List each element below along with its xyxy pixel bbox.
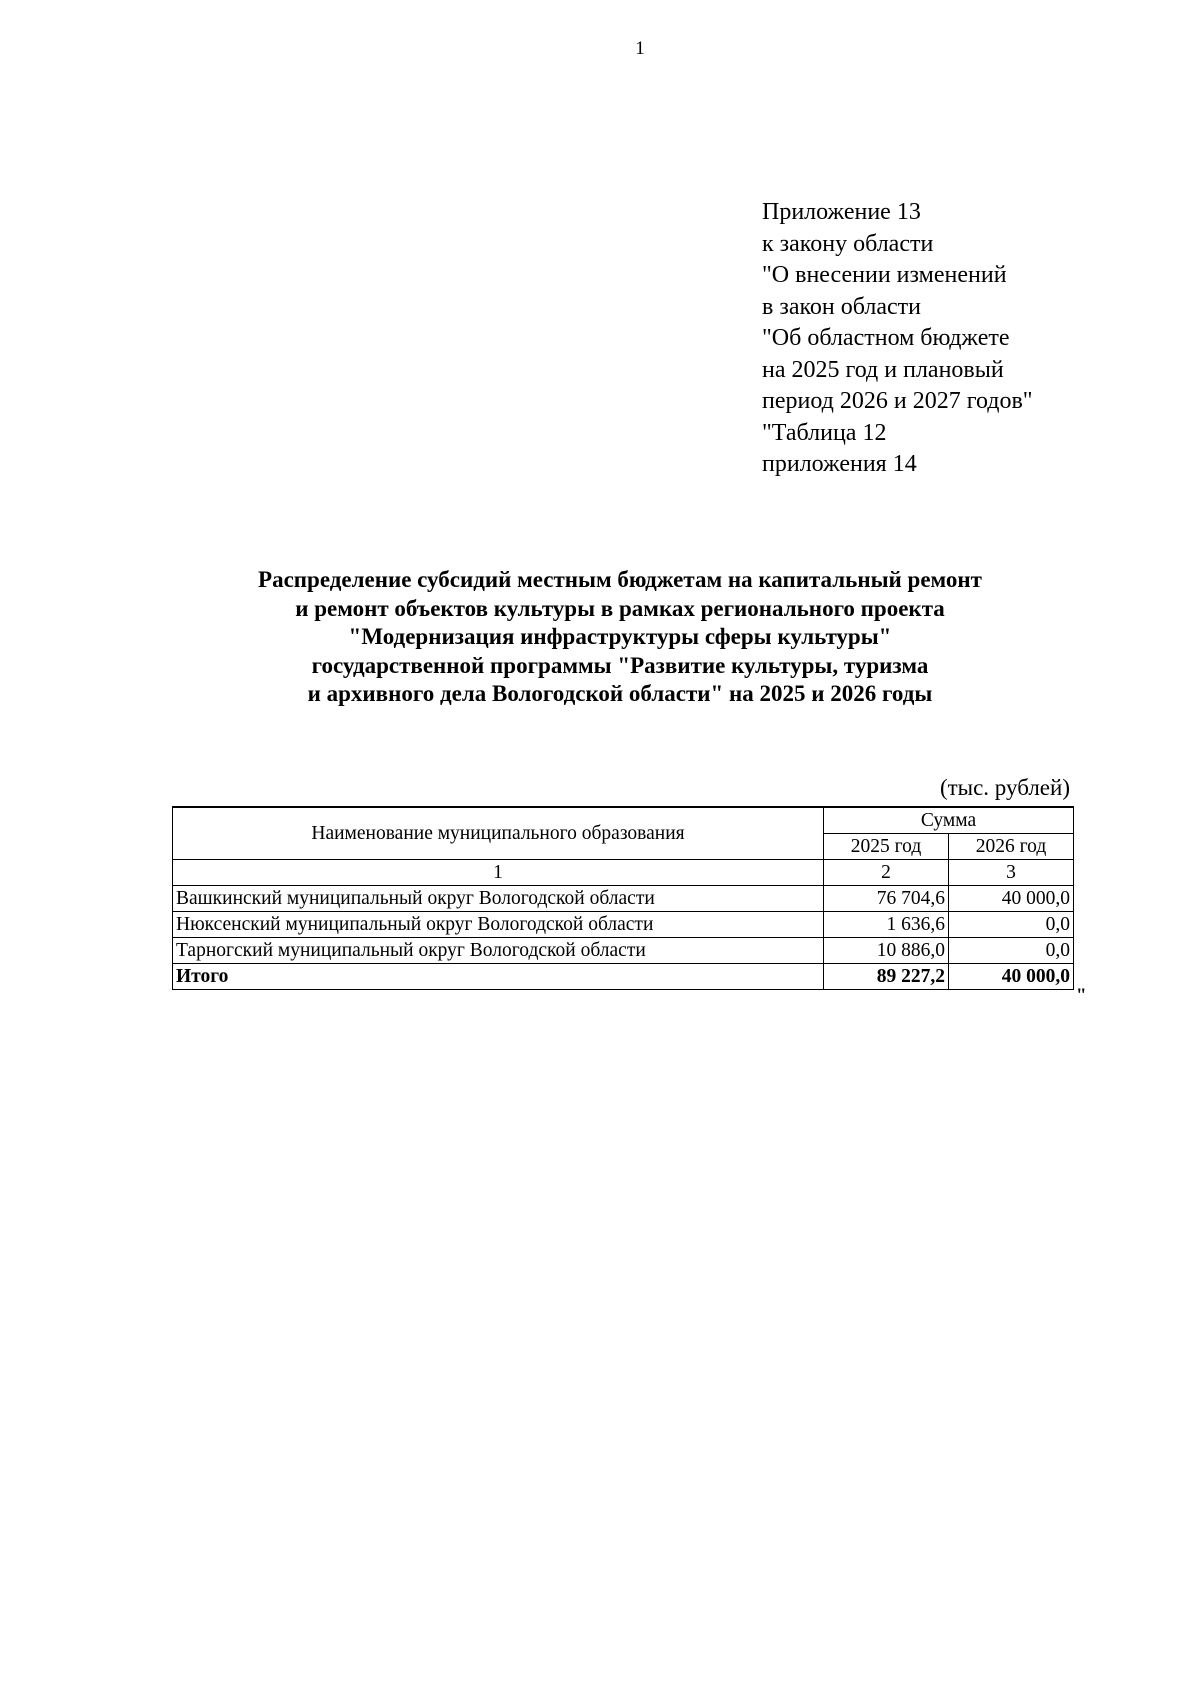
appendix-line: Приложение 13 <box>762 199 921 225</box>
row-value-2026: 40 000,0 <box>949 886 1074 912</box>
appendix-line: приложения 14 <box>762 451 917 477</box>
column-number-row <box>173 860 1074 886</box>
title-line: "Модернизация инфраструктуры сферы культуры" <box>348 624 892 649</box>
row-value-2026: 0,0 <box>949 938 1074 964</box>
total-label: Итого <box>173 964 824 990</box>
row-value-2025: 1 636,6 <box>824 912 949 938</box>
subsidy-table <box>172 806 1074 990</box>
header-sum: Сумма <box>824 807 1074 834</box>
row-name: Тарногский муниципальный округ Вологодской области <box>173 938 824 964</box>
title-line: государственной программы "Развитие культуры, туризма <box>311 652 929 678</box>
total-value-2026: 40 000,0 <box>949 964 1074 990</box>
total-row <box>173 964 1074 990</box>
appendix-line: "Таблица 12 <box>762 419 887 446</box>
appendix-line: период 2026 и 2027 годов" <box>762 388 1033 414</box>
row-name: Вашкинский муниципальный округ Вологодской области <box>173 886 824 912</box>
page-number: 1 <box>635 38 645 59</box>
header-name: Наименование муниципального образования <box>173 807 824 860</box>
column-number: 1 <box>173 860 824 886</box>
total-value-2025: 89 227,2 <box>824 964 949 990</box>
appendix-line: "О внесении изменений <box>762 262 1007 288</box>
appendix-block <box>762 197 1033 481</box>
appendix-line: к закону области <box>762 230 934 257</box>
appendix-line: в закон области <box>762 293 921 320</box>
column-number: 2 <box>824 860 949 886</box>
header-year-2025: 2025 год <box>824 834 949 860</box>
table-header-row <box>173 807 1074 834</box>
title-line: и архивного дела Вологодской области" на 2025 и 2026 годы <box>307 681 933 706</box>
table-row <box>173 938 1074 964</box>
row-name: Нюксенский муниципальный округ Вологодской области <box>173 912 824 938</box>
appendix-line: "Об областном бюджете <box>762 325 1010 351</box>
title-line: Распределение субсидий местным бюджетам на капитальный ремонт <box>258 567 982 592</box>
units-label: (тыс. рублей) <box>939 775 1070 800</box>
table-row <box>173 886 1074 912</box>
column-number: 3 <box>949 860 1074 886</box>
appendix-line: на 2025 год и плановый <box>762 356 1004 383</box>
table-row <box>173 912 1074 938</box>
document-title <box>0 566 1200 709</box>
row-value-2025: 76 704,6 <box>824 886 949 912</box>
closing-quote: " <box>1076 985 1087 1006</box>
row-value-2025: 10 886,0 <box>824 938 949 964</box>
title-line: и ремонт объектов культуры в рамках регионального проекта <box>295 595 945 621</box>
row-value-2026: 0,0 <box>949 912 1074 938</box>
header-year-2026: 2026 год <box>949 834 1074 860</box>
